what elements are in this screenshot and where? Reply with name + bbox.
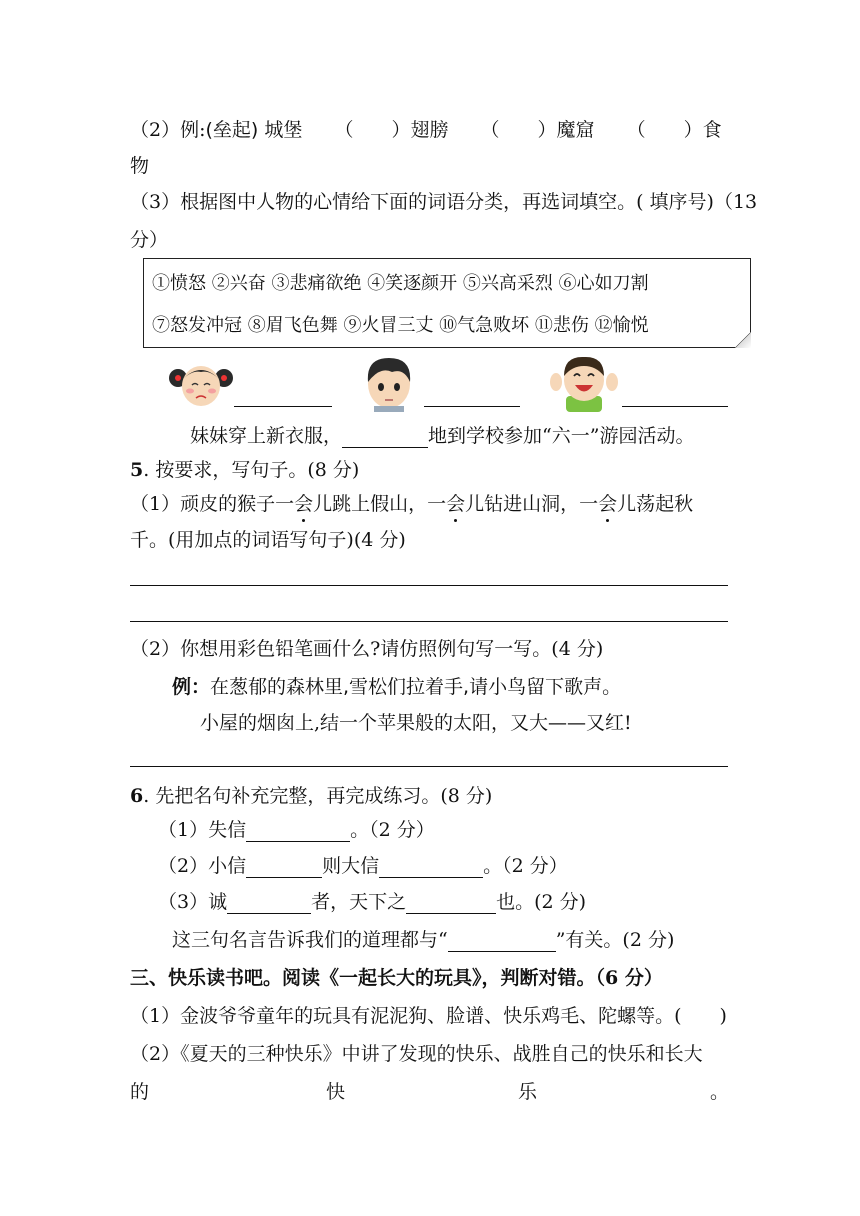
q5-example	[172, 675, 621, 699]
q6-l1-prefix: （1）失信	[158, 819, 247, 841]
q2-line	[130, 118, 722, 142]
example-text: 在葱郁的森林里,雪松们拉着手,请小鸟留下歌声。	[210, 676, 622, 698]
q6-l1-suffix: 。（2 分）	[350, 819, 435, 841]
word-bank-row-1: ①愤怒 ②兴奋 ③悲痛欲绝 ④笑逐颜开 ⑤兴高采烈 ⑥心如刀割	[152, 273, 649, 294]
q6-l2-prefix: （2）小信	[158, 855, 247, 877]
q5-s1-part-b: 跳上假山，	[332, 493, 428, 515]
q2-example: (垒起)	[205, 119, 259, 141]
dotted-text-1: 一会儿	[275, 493, 333, 515]
page-curl-icon	[735, 332, 751, 348]
q3-fill-prefix: 妹妹穿上新衣服，	[190, 425, 343, 447]
q6-blank-4[interactable]	[227, 893, 311, 914]
dotted-text-2: 一会儿	[427, 493, 485, 515]
happy-boy-face-icon	[548, 352, 620, 412]
q2-blank-3[interactable]: （ ）	[626, 119, 703, 141]
mood-blank-2[interactable]	[424, 386, 520, 407]
q6-l3-suffix: 也。(2 分)	[496, 891, 587, 913]
q6-line-2	[158, 854, 568, 878]
q6-number: 6	[130, 785, 144, 807]
q3-instruction: （3）根据图中人物的心情给下面的词语分类，再选词填空。( 填序号)（13	[130, 191, 758, 213]
q2-wrap: 物	[130, 155, 150, 177]
sec3-item-2-wrap-1: 的	[130, 1081, 150, 1103]
q3-fill-suffix: 地到学校参加“六一”游园活动。	[428, 425, 695, 447]
answer-line-3[interactable]	[130, 766, 728, 767]
sec3-item-1: （1）金波爷爷童年的玩具有泥泥狗、脸谱、快乐鸡毛、陀螺等。( )	[130, 1005, 727, 1027]
q6-l2-mid: 则大信	[322, 855, 380, 877]
q6-title: . 先把名句补充完整，再完成练习。(8 分)	[143, 785, 493, 807]
sec3-item-2-wrap-3: 乐	[518, 1081, 538, 1103]
q6-blank-1[interactable]	[246, 821, 350, 842]
q6-blank-3[interactable]	[379, 857, 483, 878]
q6-l2-suffix: 。（2 分）	[483, 855, 568, 877]
q6-blank-5[interactable]	[406, 893, 496, 914]
q2-word-castle: 城堡	[264, 119, 303, 141]
q2-word-food-a: 食	[702, 119, 722, 141]
q6-l4-suffix: ”有关。(2 分)	[555, 929, 675, 951]
q2-word-cave: 魔窟	[556, 119, 595, 141]
dotted-word-1	[275, 493, 332, 515]
q6-line-4	[172, 928, 674, 952]
dotted-text-3: 一会儿	[579, 493, 637, 515]
sec3-item-2-wrap-2: 快	[326, 1081, 346, 1103]
example-label: 例：	[172, 676, 211, 698]
q6-blank-6[interactable]	[448, 931, 556, 952]
q6-heading	[130, 784, 492, 808]
calm-boy-face-icon	[358, 352, 420, 412]
mood-blank-3[interactable]	[622, 386, 728, 407]
q6-line-3	[158, 890, 586, 914]
answer-line-2[interactable]	[130, 621, 728, 622]
q5-example-2: 小屋的烟囱上,结一个苹果般的太阳，又大——又红!	[200, 712, 632, 734]
sec3-item-2: （2）《夏天的三种快乐》中讲了发现的快乐、战胜自己的快乐和长大	[130, 1043, 703, 1065]
q6-l3-prefix: （3）诚	[158, 891, 228, 913]
q3-fill-blank[interactable]	[342, 427, 428, 448]
q2-word-wings: 翅膀	[410, 119, 449, 141]
q5-title: . 按要求，写句子。(8 分)	[143, 459, 360, 481]
answer-line-1[interactable]	[130, 585, 728, 586]
q6-line-1	[158, 818, 435, 842]
section-3-title: 三、快乐读书吧。阅读《一起长大的玩具》，判断对错。（6 分）	[130, 967, 663, 989]
q5-s1-part-d: 荡起秋	[636, 493, 694, 515]
q2-blank-1[interactable]: （ ）	[334, 119, 411, 141]
q5-s1-part-c: 钻进山洞，	[484, 493, 580, 515]
q5-sentence-1-wrap: 千。(用加点的词语写句子)(4 分)	[130, 529, 406, 551]
q3-fill-sentence	[190, 424, 694, 448]
q5-number: 5	[130, 459, 144, 481]
q6-l4-prefix: 这三句名言告诉我们的道理都与“	[172, 929, 448, 951]
sec3-item-2-wrap-4: 。	[710, 1081, 730, 1103]
q5-heading	[130, 458, 359, 482]
q3-instruction-wrap: 分）	[130, 229, 169, 251]
q5-s1-part-a: （1）顽皮的猴子	[130, 493, 276, 515]
q2-blank-2[interactable]: （ ）	[480, 119, 557, 141]
q6-blank-2[interactable]	[246, 857, 322, 878]
q5-sentence-2: （2）你想用彩色铅笔画什么?请仿照例句写一写。(4 分)	[130, 638, 604, 660]
word-bank-row-2: ⑦怒发冲冠 ⑧眉飞色舞 ⑨火冒三丈 ⑩气急败坏 ⑪悲伤 ⑫愉悦	[152, 315, 649, 336]
crying-girl-face-icon	[168, 358, 234, 410]
word-bank-box	[143, 258, 751, 348]
q5-sentence-1	[130, 492, 693, 516]
q2-prefix: （2）例:	[130, 119, 206, 141]
mood-blank-1[interactable]	[234, 386, 332, 407]
q6-l3-mid: 者，天下之	[311, 891, 407, 913]
